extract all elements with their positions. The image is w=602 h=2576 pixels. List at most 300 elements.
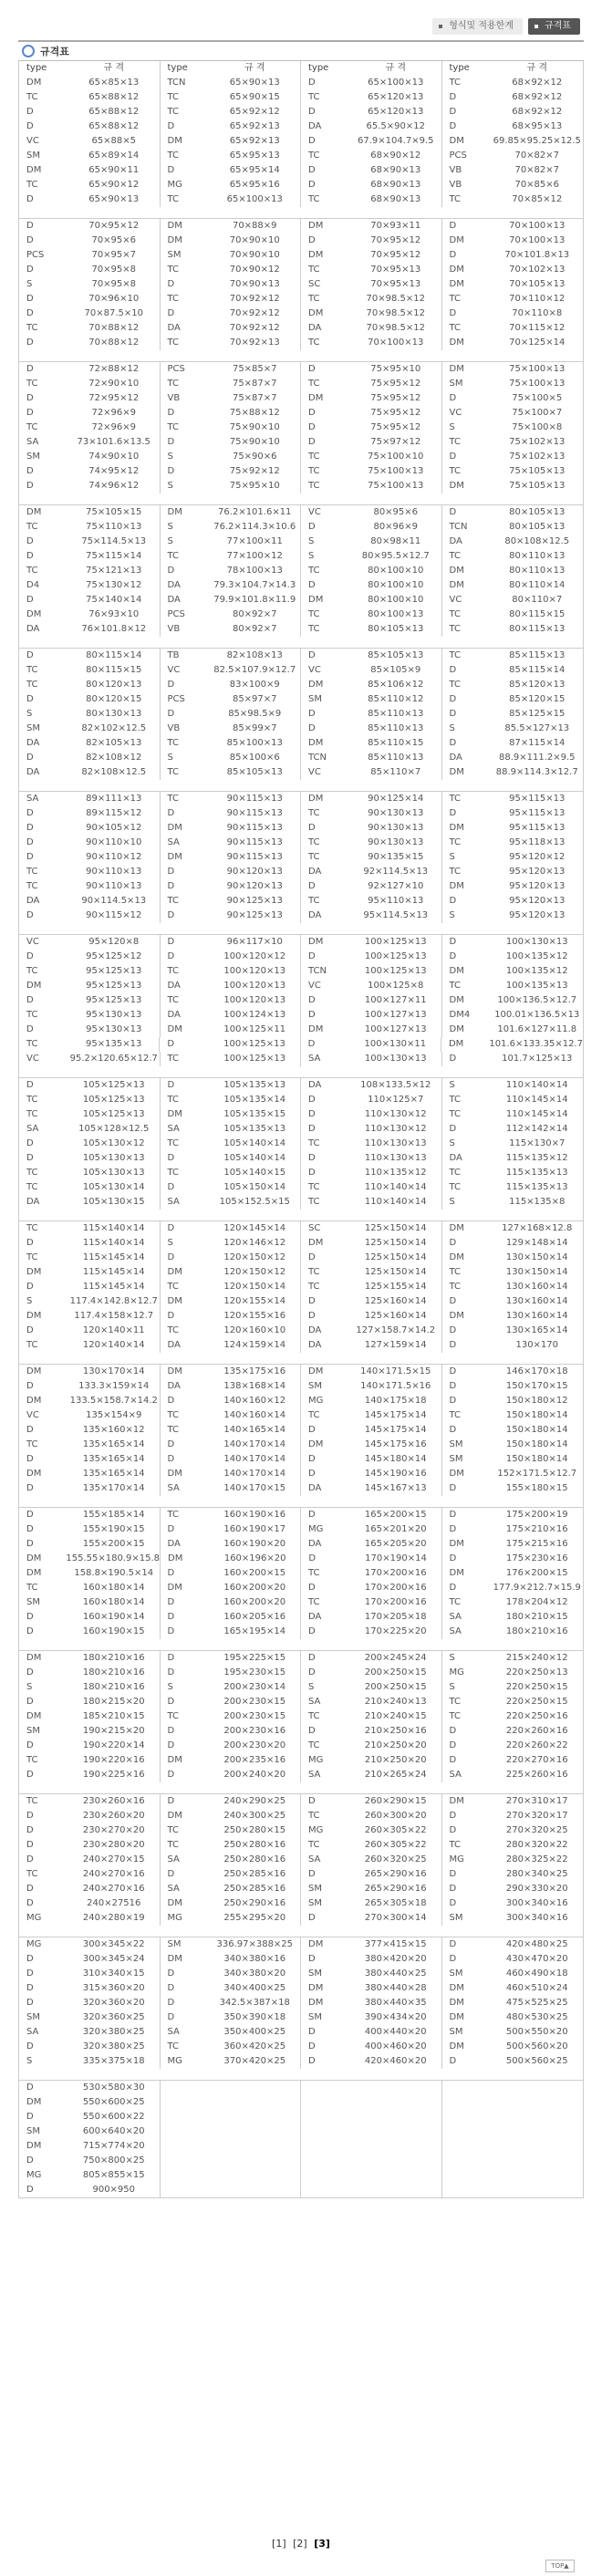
seal-size: 100×130×13: [505, 937, 568, 947]
table-cell: [161, 1294, 302, 1309]
seal-type: DA: [308, 1483, 322, 1493]
table-row: [19, 1651, 583, 1666]
seal-size: 70×85×6: [514, 180, 560, 190]
seal-type: D: [167, 1252, 175, 1262]
table-cell: [161, 306, 302, 321]
seal-type: D: [167, 951, 175, 961]
table-cell: [442, 622, 584, 637]
table-cell: [161, 377, 302, 391]
table-cell: [301, 1365, 442, 1379]
table-row: [19, 1438, 583, 1452]
tab-spec-table-label: 규격표: [545, 21, 571, 31]
seal-type: D: [308, 709, 316, 719]
seal-type: DA: [167, 1381, 181, 1391]
table-cell: [301, 464, 442, 479]
seal-type: D: [308, 650, 316, 660]
table-cell: [19, 234, 161, 248]
table-cell: [301, 1739, 442, 1753]
seal-type: D: [26, 995, 34, 1005]
seal-size: [492, 2110, 584, 2124]
seal-size: 200×245×24: [364, 1653, 427, 1663]
seal-size: [492, 2168, 584, 2183]
seal-size: 65×90×12: [88, 180, 140, 190]
table-row: [19, 765, 583, 780]
seal-type: MG: [449, 1667, 464, 1678]
table-cell: [19, 649, 161, 663]
seal-type: D: [26, 338, 34, 348]
table-cell: [19, 1379, 161, 1394]
table-row: [19, 894, 583, 909]
seal-type: D: [167, 910, 175, 920]
seal-type: TC: [26, 1039, 38, 1049]
seal-type: DM: [26, 1711, 42, 1721]
seal-type: S: [167, 481, 173, 491]
seal-size: 300×340×16: [505, 1898, 568, 1908]
table-cell: [19, 1265, 161, 1280]
seal-type: D: [449, 221, 457, 231]
table-cell: [301, 1008, 442, 1023]
table-row: [19, 1093, 583, 1107]
page-link-3[interactable]: [3]: [314, 2538, 330, 2550]
seal-type: S: [26, 709, 33, 719]
seal-type: D: [308, 165, 316, 175]
seal-size: 220×260×22: [505, 1740, 568, 1750]
header-type: type: [449, 63, 470, 73]
table-cell: [301, 1180, 442, 1195]
seal-type: D: [449, 507, 457, 517]
seal-type: D: [167, 1612, 175, 1622]
seal-size: 125×160×14: [364, 1311, 427, 1321]
seal-type: TC: [308, 338, 320, 348]
seal-type: DM: [449, 2012, 464, 2022]
seal-size: 95×125×12: [86, 951, 142, 961]
seal-type: D: [308, 951, 316, 961]
table-row: [19, 76, 583, 90]
seal-size: 80×100×10: [368, 595, 424, 605]
seal-size: 80×110×13: [509, 551, 566, 561]
seal-size: 135×175×16: [223, 1366, 286, 1376]
page-link-2[interactable]: [2]: [293, 2538, 307, 2550]
seal-type: TC: [167, 1054, 180, 1064]
table-cell: [442, 178, 584, 192]
table-cell: [442, 1753, 584, 1768]
table-cell: [19, 2139, 161, 2154]
table-cell: [442, 1195, 584, 1210]
seal-type: MG: [167, 2056, 182, 2066]
table-cell: [19, 149, 161, 163]
seal-size: 90×130×13: [368, 808, 424, 818]
seal-type: DM: [167, 1755, 182, 1765]
seal-type: D: [26, 1381, 34, 1391]
seal-type: TC: [167, 265, 180, 275]
seal-size: 65×100×13: [368, 78, 424, 88]
seal-size: 127×168×12.8: [502, 1223, 573, 1233]
seal-type: D: [449, 665, 457, 675]
seal-type: SA: [167, 2027, 180, 2037]
seal-type: TC: [167, 1825, 180, 1835]
seal-type: D: [308, 2056, 316, 2066]
seal-type: TC: [167, 1410, 180, 1420]
seal-size: 75×92×12: [229, 466, 280, 476]
table-cell: [442, 1695, 584, 1709]
seal-size: 85×110×7: [370, 767, 421, 777]
table-row: [19, 1566, 583, 1581]
seal-type: D: [167, 1439, 175, 1449]
seal-size: 336.97×388×25: [216, 1939, 294, 1949]
seal-size: 100×127×11: [364, 995, 427, 1005]
seal-type: TCN: [308, 753, 327, 763]
table-cell: [442, 950, 584, 964]
seal-size: 165×200×15: [364, 1510, 427, 1520]
seal-size: 70×92×12: [229, 308, 280, 318]
table-cell: [161, 1324, 302, 1338]
table-cell: [301, 1324, 442, 1338]
seal-size: 270×320×17: [505, 1811, 568, 1821]
seal-size: 70×88×12: [88, 338, 140, 348]
seal-type: SA: [167, 1124, 180, 1134]
seal-size: 133.5×158.7×14.2: [69, 1396, 158, 1406]
page-link-1[interactable]: [1]: [272, 2538, 286, 2550]
table-group: [18, 1365, 584, 1496]
seal-type: SC: [308, 1223, 321, 1233]
seal-size: 220×260×16: [505, 1726, 568, 1736]
seal-type: MG: [308, 1755, 324, 1765]
seal-type: D: [26, 1898, 34, 1908]
table-cell: [19, 2154, 161, 2168]
seal-size: 270×320×25: [505, 1825, 568, 1835]
seal-size: 195×225×15: [223, 1653, 286, 1663]
seal-size: 155×185×14: [82, 1510, 145, 1520]
seal-type: DM: [308, 1983, 324, 1993]
tab-spec-table[interactable]: [528, 18, 580, 35]
table-cell: [19, 1365, 161, 1379]
table-cell: [301, 593, 442, 608]
table-row: [19, 535, 583, 549]
table-cell: [301, 435, 442, 450]
seal-size: 110×140×14: [364, 1197, 427, 1207]
table-row: [19, 1379, 583, 1394]
table-row: [19, 1467, 583, 1481]
seal-size: 80×110×7: [512, 595, 563, 605]
table-cell: [442, 2183, 584, 2197]
table-cell: [442, 1838, 584, 1853]
seal-size: 95×135×13: [86, 1039, 142, 1049]
table-cell: [19, 2010, 161, 2025]
seal-size: 82.5×107.9×12.7: [213, 665, 296, 675]
seal-type: TC: [26, 522, 38, 532]
table-cell: [19, 450, 161, 464]
seal-size: 550×600×22: [82, 2112, 145, 2122]
seal-size: 75×130×12: [86, 580, 142, 590]
table-cell: [442, 722, 584, 736]
table-cell: [161, 707, 302, 722]
seal-size: 120×150×12: [223, 1252, 286, 1262]
seal-size: 80×130×13: [86, 709, 142, 719]
seal-type: S: [449, 1080, 455, 1090]
top-button[interactable]: TOP▲: [545, 2560, 575, 2572]
table-cell: [161, 1709, 302, 1724]
seal-type: SA: [167, 1483, 180, 1493]
seal-size: 210×250×20: [364, 1755, 427, 1765]
table-row: [19, 2025, 583, 2040]
seal-type: DM: [167, 1811, 182, 1821]
seal-type: D: [26, 1740, 34, 1750]
seal-type: S: [26, 2056, 33, 2066]
seal-type: D: [26, 1138, 34, 1148]
seal-size: 130×160×14: [505, 1296, 568, 1306]
table-group: [18, 2081, 584, 2198]
seal-size: 100×125×11: [223, 1024, 286, 1034]
table-cell: [442, 535, 584, 549]
seal-type: SA: [449, 1770, 462, 1780]
seal-type: D: [449, 121, 457, 131]
seal-size: 68×90×12: [370, 151, 421, 161]
table-cell: [19, 663, 161, 678]
seal-size: 110×135×12: [364, 1168, 427, 1178]
seal-size: 250×280×15: [223, 1825, 286, 1835]
seal-type: DM: [26, 981, 42, 991]
table-row: [19, 1753, 583, 1768]
seal-type: TC: [26, 966, 38, 976]
table-cell: [19, 1508, 161, 1522]
seal-type: DM: [167, 235, 182, 245]
seal-type: D: [26, 1483, 34, 1493]
seal-size: 342.5×387×18: [219, 1998, 290, 2008]
seal-size: 240×27516: [87, 1898, 141, 1908]
seal-size: 75×95×12: [370, 422, 421, 432]
seal-type: DM: [449, 1983, 464, 1993]
seal-type: TC: [449, 1168, 462, 1178]
seal-size: 170×200×16: [364, 1597, 427, 1607]
table-cell: [301, 149, 442, 163]
table-cell: [19, 1309, 161, 1324]
seal-type: D: [449, 1755, 457, 1765]
seal-type: TC: [308, 896, 320, 906]
table-cell: [19, 1867, 161, 1882]
table-cell: [442, 1809, 584, 1823]
table-cell: [161, 1309, 302, 1324]
table-cell: [442, 879, 584, 894]
seal-type: [161, 2139, 210, 2154]
seal-size: 110×130×13: [364, 1138, 427, 1148]
seal-size: 70×90×12: [229, 265, 280, 275]
table-cell: [19, 2124, 161, 2139]
seal-size: 70×95×12: [370, 235, 421, 245]
table-cell: [301, 1537, 442, 1552]
seal-type: DM: [308, 1238, 324, 1248]
seal-size: 90×120×13: [226, 867, 283, 877]
seal-type: S: [308, 536, 315, 546]
table-cell: [161, 1794, 302, 1809]
seal-type: DM: [26, 1366, 42, 1376]
seal-type: [442, 2124, 492, 2139]
seal-size: 125×150×14: [364, 1267, 427, 1277]
seal-type: D: [167, 1080, 175, 1090]
seal-size: 85×110×13: [368, 709, 424, 719]
table-cell: [442, 806, 584, 821]
table-row: [19, 292, 583, 306]
seal-size: 200×230×16: [223, 1726, 286, 1736]
table-row: [19, 1680, 583, 1695]
table-cell: [161, 663, 302, 678]
seal-type: D: [26, 1954, 34, 1964]
table-row: [19, 248, 583, 263]
table-cell: [161, 1537, 302, 1552]
seal-size: 85×100×6: [229, 753, 280, 763]
table-cell: [442, 1052, 584, 1066]
seal-size: 400×460×20: [364, 2041, 427, 2051]
seal-size: 76×101.8×12: [81, 624, 147, 634]
seal-size: 80×100×10: [368, 580, 424, 590]
seal-size: 76×93×10: [88, 609, 140, 619]
seal-type: TC: [26, 422, 38, 432]
seal-type: DM: [308, 595, 324, 605]
seal-type: SM: [308, 1884, 322, 1894]
table-row: [19, 649, 583, 663]
seal-size: 400×440×20: [364, 2027, 427, 2037]
seal-type: [301, 2124, 350, 2139]
table-cell: [301, 2154, 442, 2168]
seal-type: TC: [449, 551, 462, 561]
table-cell: [442, 1280, 584, 1294]
seal-type: D: [26, 2185, 34, 2195]
seal-type: TC: [449, 1109, 462, 1119]
table-cell: [442, 751, 584, 765]
table-cell: [161, 1566, 302, 1581]
seal-size: 75×90×10: [229, 422, 280, 432]
seal-size: 200×230×15: [223, 1697, 286, 1707]
table-cell: [19, 692, 161, 707]
seal-size: 95×120×13: [509, 881, 566, 891]
table-cell: [19, 865, 161, 879]
seal-size: 90×125×14: [368, 794, 424, 804]
table-cell: [301, 836, 442, 850]
seal-type: DM: [308, 308, 324, 318]
seal-size: 80×110×13: [509, 566, 566, 576]
seal-size: 130×160×14: [505, 1311, 568, 1321]
seal-type: D: [26, 837, 34, 847]
seal-type: D: [26, 753, 34, 763]
seal-type: TC: [167, 379, 180, 389]
seal-size: 140×170×14: [223, 1454, 286, 1464]
table-row: [19, 1666, 583, 1680]
seal-type: D: [167, 1626, 175, 1636]
table-row: [19, 119, 583, 134]
table-cell: [301, 520, 442, 535]
tab-application-limits[interactable]: [432, 18, 523, 35]
seal-type: SA: [167, 1854, 180, 1864]
table-cell: [19, 993, 161, 1008]
seal-type: SM: [308, 1898, 322, 1908]
seal-type: DM: [167, 1583, 182, 1593]
seal-type: D: [308, 1109, 316, 1119]
seal-type: D: [26, 852, 34, 862]
table-cell: [19, 1581, 161, 1595]
table-cell: [161, 894, 302, 909]
table-cell: [301, 1666, 442, 1680]
seal-type: DM: [308, 1939, 324, 1949]
table-row: [19, 707, 583, 722]
seal-type: D: [449, 1869, 457, 1879]
table-cell: [442, 1481, 584, 1496]
seal-size: 95×114.5×13: [363, 910, 429, 920]
group-separator: [18, 493, 584, 505]
seal-size: 67.9×104.7×9.5: [357, 136, 434, 146]
seal-type: D: [167, 1454, 175, 1464]
seal-size: 70×100×13: [509, 235, 566, 245]
table-row: [19, 2095, 583, 2110]
table-cell: [301, 1768, 442, 1782]
table-cell: [161, 1937, 302, 1952]
seal-type: MG: [26, 1939, 42, 1949]
table-cell: [161, 549, 302, 564]
seal-type: SA: [26, 2027, 39, 2037]
seal-size: 220×270×16: [505, 1755, 568, 1765]
seal-size: 240×270×15: [82, 1854, 145, 1864]
seal-size: 480×530×25: [505, 2012, 568, 2022]
seal-size: 300×340×16: [505, 1913, 568, 1923]
seal-size: 105×130×13: [82, 1153, 145, 1163]
table-cell: [161, 479, 302, 493]
seal-size: 74×95×12: [88, 466, 140, 476]
seal-size: 200×230×14: [223, 1682, 286, 1692]
seal-size: 100×135×12: [505, 951, 568, 961]
seal-size: 90×110×13: [86, 867, 142, 877]
seal-size: 100×130×11: [364, 1039, 427, 1049]
table-group: [18, 76, 584, 207]
seal-size: 75×100×13: [509, 364, 566, 374]
seal-type: D: [167, 1667, 175, 1678]
seal-type: SM: [308, 1968, 322, 1979]
table-row: [19, 950, 583, 964]
seal-type: DM: [26, 2141, 42, 2151]
table-row: [19, 1309, 583, 1324]
table-row: [19, 2183, 583, 2197]
seal-size: 135×154×9: [86, 1410, 142, 1420]
table-row: [19, 1952, 583, 1967]
group-separator: [18, 923, 584, 935]
seal-size: 65×92×13: [229, 136, 280, 146]
seal-type: D: [449, 1396, 457, 1406]
table-cell: [19, 464, 161, 479]
table-cell: [301, 1467, 442, 1481]
table-cell: [161, 692, 302, 707]
seal-size: 70×82×7: [514, 151, 560, 161]
seal-size: 200×250×15: [364, 1667, 427, 1678]
table-row: [19, 549, 583, 564]
seal-size: 320×380×25: [82, 2041, 145, 2051]
seal-type: D: [26, 808, 34, 818]
seal-type: VB: [167, 624, 181, 634]
seal-size: 100×125×8: [368, 981, 424, 991]
table-cell: [19, 1896, 161, 1911]
table-cell: [19, 1122, 161, 1137]
seal-size: 240×270×16: [82, 1869, 145, 1879]
seal-type: D: [26, 910, 34, 920]
seal-type: D: [167, 1311, 175, 1321]
table-cell: [442, 1122, 584, 1137]
table-cell: [442, 149, 584, 163]
table-cell: [301, 192, 442, 207]
seal-type: TC: [308, 265, 320, 275]
table-cell: [442, 2139, 584, 2154]
seal-type: DM: [308, 221, 324, 231]
seal-size: 100×120×13: [223, 981, 286, 991]
seal-type: DA: [167, 981, 181, 991]
seal-type: S: [167, 1238, 173, 1248]
seal-size: 165×195×14: [223, 1626, 286, 1636]
seal-size: 127×159×14: [364, 1340, 427, 1350]
